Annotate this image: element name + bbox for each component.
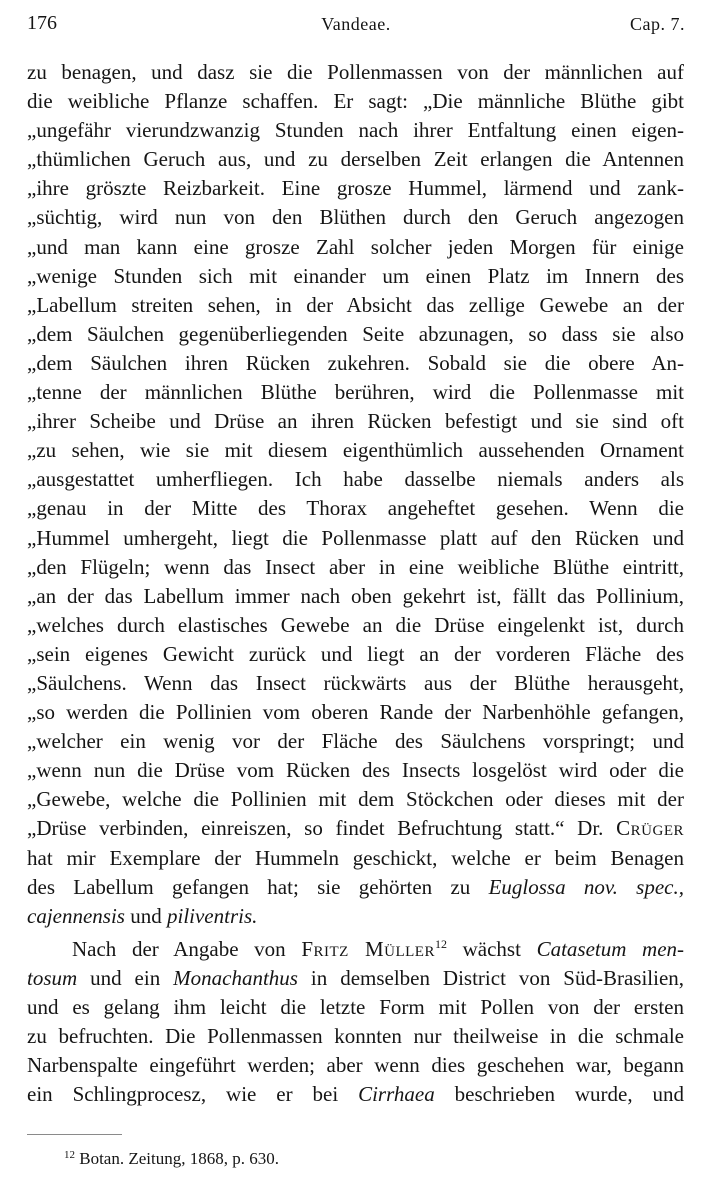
text-run: ein Schlingprocesz, wie er bei xyxy=(27,1082,339,1107)
text-run: beschrieben wurde, und xyxy=(454,1082,684,1107)
text-line xyxy=(27,902,684,931)
text-line: „welches durch elastisches Gewebe an die Drüse eingelenkt ist, durch xyxy=(27,612,684,637)
text-line: „den Flügeln; wenn das Insect aber in eine weibliche Blüthe eintritt, xyxy=(27,554,684,579)
text-run: „Drüse verbinden, einreiszen, so findet Befruchtung statt.“ Dr. xyxy=(27,816,604,841)
text-run: des Labellum gefangen hat; sie gehörten zu xyxy=(27,874,471,899)
species-name: piliventris. xyxy=(166,903,258,928)
genus-name: Cirrhaea xyxy=(358,1082,435,1107)
text-line: „genau in der Mitte des Thorax angeheftet gesehen. Wenn die xyxy=(27,496,684,521)
text-run: und xyxy=(130,903,162,928)
text-line: die weibliche Pflanze schaffen. Er sagt: „Die männliche Blüthe gibt xyxy=(27,89,684,114)
footnote-reference: 12 xyxy=(434,936,447,951)
footnote xyxy=(64,1149,279,1169)
genus-name: Catasetum men- xyxy=(536,936,684,961)
text-line: „Säulchens. Wenn das Insect rückwärts aus der Blüthe herausgeht, xyxy=(27,670,684,695)
text-run: und ein xyxy=(90,965,161,990)
text-line: „süchtig, wird nun von den Blüthen durch den Geruch angezogen xyxy=(27,205,684,230)
text-line: und es gelang ihm leicht die letzte Form mit Pollen von der ersten xyxy=(27,995,684,1019)
text-line: „ihrer Scheibe und Drüse an ihren Rücken befestigt und sie sind oft xyxy=(27,409,684,434)
text-line: „ungefähr vierundzwanzig Stunden nach ihrer Entfaltung einen eigen- xyxy=(27,118,684,143)
text-line: „zu sehen, wie sie mit diesem eigenthümlich aussehenden Ornament xyxy=(27,438,684,463)
paragraph-1 xyxy=(27,58,684,931)
footnote-divider xyxy=(27,1134,122,1135)
text-line: zu benagen, und dasz sie die Pollenmassen von der männlichen auf xyxy=(27,60,684,84)
text-line xyxy=(27,814,684,843)
text-run: Nach der Angabe von xyxy=(72,936,286,961)
text-line xyxy=(27,873,684,902)
text-line: „wenige Stunden sich mit einander um einen Platz im Innern des xyxy=(27,263,684,288)
author-name: Crüger xyxy=(616,816,684,841)
author-name: Fritz Müller xyxy=(301,936,435,961)
text-line: hat mir Exemplare der Hummeln geschickt, welche er beim Benagen xyxy=(27,845,684,870)
text-line: „wenn nun die Drüse vom Rücken des Insects losgelöst wird oder die xyxy=(27,758,684,783)
text-line: „tenne der männlichen Blüthe berühren, wird die Pollenmasse mit xyxy=(27,380,684,405)
text-line: „Gewebe, welche die Pollinien mit dem Stöckchen oder dieses mit der xyxy=(27,787,684,812)
genus-name: Monachanthus xyxy=(173,965,298,990)
text-line: „so werden die Pollinien vom oberen Rande der Narbenhöhle gefangen, xyxy=(27,700,684,725)
text-line: „dem Säulchen ihren Rücken zukehren. Sobald sie die obere An- xyxy=(27,350,684,375)
text-line: „welcher ein wenig vor der Fläche des Säulchens vorspringt; und xyxy=(27,729,684,754)
chapter-label: Cap. 7. xyxy=(630,14,685,34)
text-line: „und man kann eine grosze Zahl solcher jeden Morgen für einige xyxy=(27,234,684,259)
paragraph-2 xyxy=(27,935,684,1110)
text-line: Narbenspalte eingeführt werden; aber wenn dies geschehen war, begann xyxy=(27,1053,684,1078)
text-line xyxy=(27,1080,684,1109)
text-line: „dem Säulchen gegenüberliegenden Seite abzunagen, so dass sie also xyxy=(27,321,684,346)
text-line: „sein eigenes Gewicht zurück und liegt an der vorderen Fläche des xyxy=(27,641,684,666)
running-header xyxy=(27,12,685,38)
text-line: „an der das Labellum immer nach oben gekehrt ist, fällt das Pollinium, xyxy=(27,583,684,608)
text-line: „Hummel umhergeht, liegt die Pollenmasse platt auf den Rücken und xyxy=(27,525,684,550)
footnote-text: Botan. Zeitung, 1868, p. 630. xyxy=(79,1149,279,1168)
text-line: „ausgestattet umherfliegen. Ich habe dasselbe niemals anders als xyxy=(27,467,684,492)
text-line: „Labellum streiten sehen, in der Absicht das zellige Gewebe an der xyxy=(27,292,684,317)
text-line: „ihre gröszte Reizbarkeit. Eine grosze Hummel, lärmend und zank- xyxy=(27,176,684,201)
main-text xyxy=(27,58,684,1109)
text-line xyxy=(27,935,684,964)
text-line: zu befruchten. Die Pollenmassen konnten nur theilweise in die schmale xyxy=(27,1024,684,1049)
species-name: cajennensis xyxy=(27,903,125,928)
species-name: Euglossa nov. spec., xyxy=(488,874,684,899)
page-number: 176 xyxy=(27,12,57,34)
footnote-marker: 12 xyxy=(64,1149,75,1161)
text-line xyxy=(27,964,684,993)
genus-name: tosum xyxy=(27,965,78,990)
text-run: wächst xyxy=(462,936,521,961)
text-line: „thümlichen Geruch aus, und zu derselben Zeit erlangen die Antennen xyxy=(27,147,684,172)
running-title: Vandeae. xyxy=(321,14,391,34)
text-run: in demselben District von Süd-Brasilien, xyxy=(310,965,684,990)
